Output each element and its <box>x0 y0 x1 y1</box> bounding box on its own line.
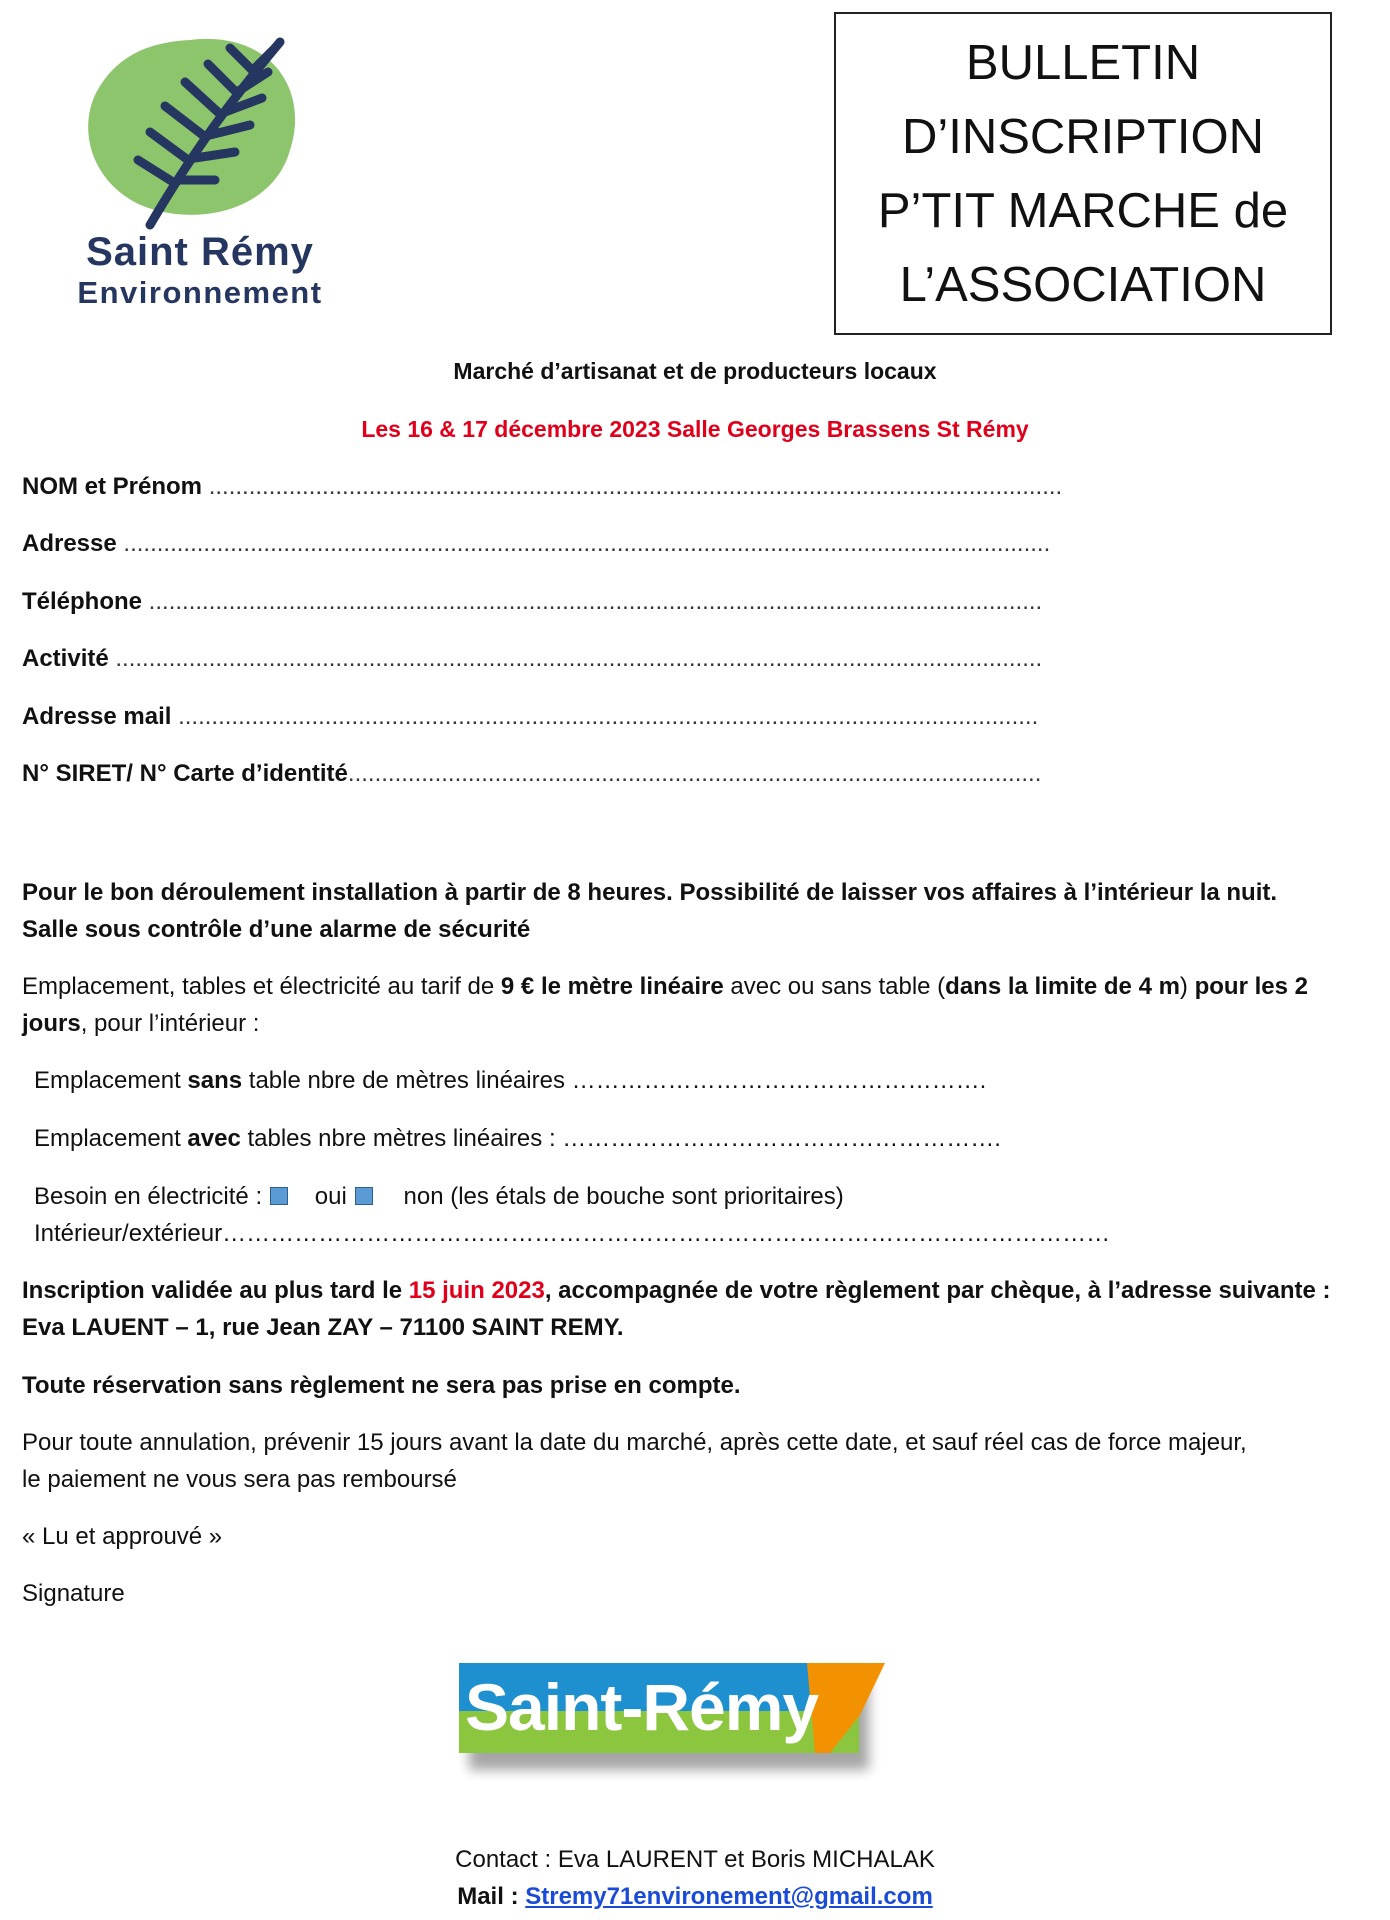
approved-text: « Lu et approuvé » <box>22 1523 223 1550</box>
saint-remy-environnement-logo <box>40 20 360 320</box>
installation-line: Salle sous contrôle d’une alarme de sécurité <box>22 916 531 943</box>
inscription-date: 15 juin 2023 <box>408 1277 545 1304</box>
option-text: Emplacement <box>34 1125 188 1152</box>
pricing-limit: dans la limite de 4 m <box>945 973 1180 1000</box>
mail-label: Mail : <box>457 1883 526 1910</box>
logo-text-saint-remy: Saint Rémy <box>86 230 314 274</box>
option-dots: ………………………………………………. <box>562 1125 1001 1152</box>
inscription-text: Inscription validée au plus tard le <box>22 1277 409 1304</box>
inscription-address: Eva LAUENT – 1, rue Jean ZAY – 71100 SAINT REMY. <box>22 1314 624 1341</box>
pricing-text: Emplacement, tables et électricité au tarif de <box>22 973 501 1000</box>
field-dots: ........................................................................................................................................... <box>108 645 1043 672</box>
document-title <box>878 26 1288 322</box>
field-adresse-mail[interactable] <box>22 703 1182 731</box>
title-line: L’ASSOCIATION <box>899 257 1267 312</box>
pricing-price: 9 € le mètre linéaire <box>500 973 724 1000</box>
pricing-duration: pour les 2 jours <box>22 973 1308 1037</box>
option-sans-table[interactable] <box>34 1062 1334 1099</box>
field-telephone[interactable] <box>22 588 1182 616</box>
title-line: D’INSCRIPTION <box>901 109 1265 164</box>
option-dots: ……………………………………………. <box>571 1067 987 1094</box>
option-non-label: non (les étals de bouche sont prioritaires) <box>403 1183 844 1210</box>
field-activite[interactable] <box>22 645 1182 673</box>
field-label: N° SIRET/ N° Carte d’identité <box>22 760 348 787</box>
title-line: P’TIT MARCHE de <box>877 183 1289 238</box>
inscription-text: , accompagnée de votre règlement par chèque, à l’adresse suivante : <box>544 1277 1331 1304</box>
field-label: NOM et Prénom <box>22 473 203 500</box>
town-logo-text: Saint-Rémy <box>465 1670 819 1744</box>
field-dots: ...................................................................................................................................... <box>142 588 1043 615</box>
checkbox-oui[interactable] <box>270 1187 288 1205</box>
field-label: Téléphone <box>22 588 143 615</box>
field-dots: ........................................................................................................ <box>347 760 1042 787</box>
field-adresse[interactable] <box>22 530 1182 558</box>
event-date-line: Les 16 & 17 décembre 2023 Salle Georges Brassens St Rémy <box>361 416 1029 442</box>
option-text: tables nbre mètres linéaires : <box>240 1125 563 1152</box>
logo-text-environnement: Environnement <box>77 275 323 310</box>
field-label: Activité <box>22 645 109 672</box>
checkbox-non[interactable] <box>355 1187 373 1205</box>
field-dots: ................................................................................................................................. <box>171 703 1039 730</box>
mail-line <box>0 1883 1390 1911</box>
field-siret[interactable] <box>22 760 1182 788</box>
signature-label: Signature <box>22 1580 125 1607</box>
cancellation-line: le paiement ne vous sera pas remboursé <box>22 1466 457 1493</box>
interieur-exterieur-dots[interactable]: ………………………………………………………………………………………………… <box>222 1220 1111 1247</box>
palm-leaf-icon <box>40 20 360 240</box>
field-label: Adresse mail <box>22 703 172 730</box>
cancellation-line: Pour toute annulation, prévenir 15 jours avant la date du marché, après cette date, et sauf réel cas de force majeur, <box>22 1429 1247 1456</box>
title-line: BULLETIN <box>965 35 1201 90</box>
pricing-text: avec ou sans table ( <box>723 973 946 1000</box>
option-text: Emplacement <box>34 1067 188 1094</box>
installation-note <box>22 874 1362 948</box>
installation-line: Pour le bon déroulement installation à partir de 8 heures. Possibilité de laisser vos affaires à l’intérieur la nuit. <box>22 879 1278 906</box>
field-label: Adresse <box>22 530 117 557</box>
pricing-text: ) <box>1179 973 1195 1000</box>
field-dots: ................................................................................................................................ <box>202 473 1063 500</box>
cancellation-note <box>22 1424 1362 1498</box>
electricity-choice <box>34 1178 1334 1252</box>
field-nom-prenom[interactable] <box>22 473 1182 501</box>
option-avec-tables[interactable] <box>34 1120 1334 1157</box>
contact-line: Contact : Eva LAURENT et Boris MICHALAK <box>455 1846 935 1873</box>
pricing-paragraph <box>22 968 1362 1042</box>
option-bold: avec <box>187 1125 241 1152</box>
interieur-exterieur-label: Intérieur/extérieur <box>34 1220 223 1247</box>
option-text: table nbre de mètres linéaires <box>242 1067 572 1094</box>
electricity-label: Besoin en électricité : <box>34 1183 263 1210</box>
option-oui-label: oui <box>314 1183 347 1210</box>
inscription-deadline <box>22 1272 1362 1346</box>
option-bold: sans <box>187 1067 243 1094</box>
subtitle: Marché d’artisanat et de producteurs locaux <box>453 358 937 384</box>
mail-link[interactable]: Stremy71environement@gmail.com <box>525 1883 933 1910</box>
reservation-note: Toute réservation sans règlement ne sera pas prise en compte. <box>22 1372 741 1399</box>
title-box <box>834 12 1332 335</box>
saint-remy-town-logo <box>455 1655 895 1785</box>
pricing-text: , pour l’intérieur : <box>80 1010 260 1037</box>
field-dots: ........................................................................................................................................... <box>116 530 1051 557</box>
